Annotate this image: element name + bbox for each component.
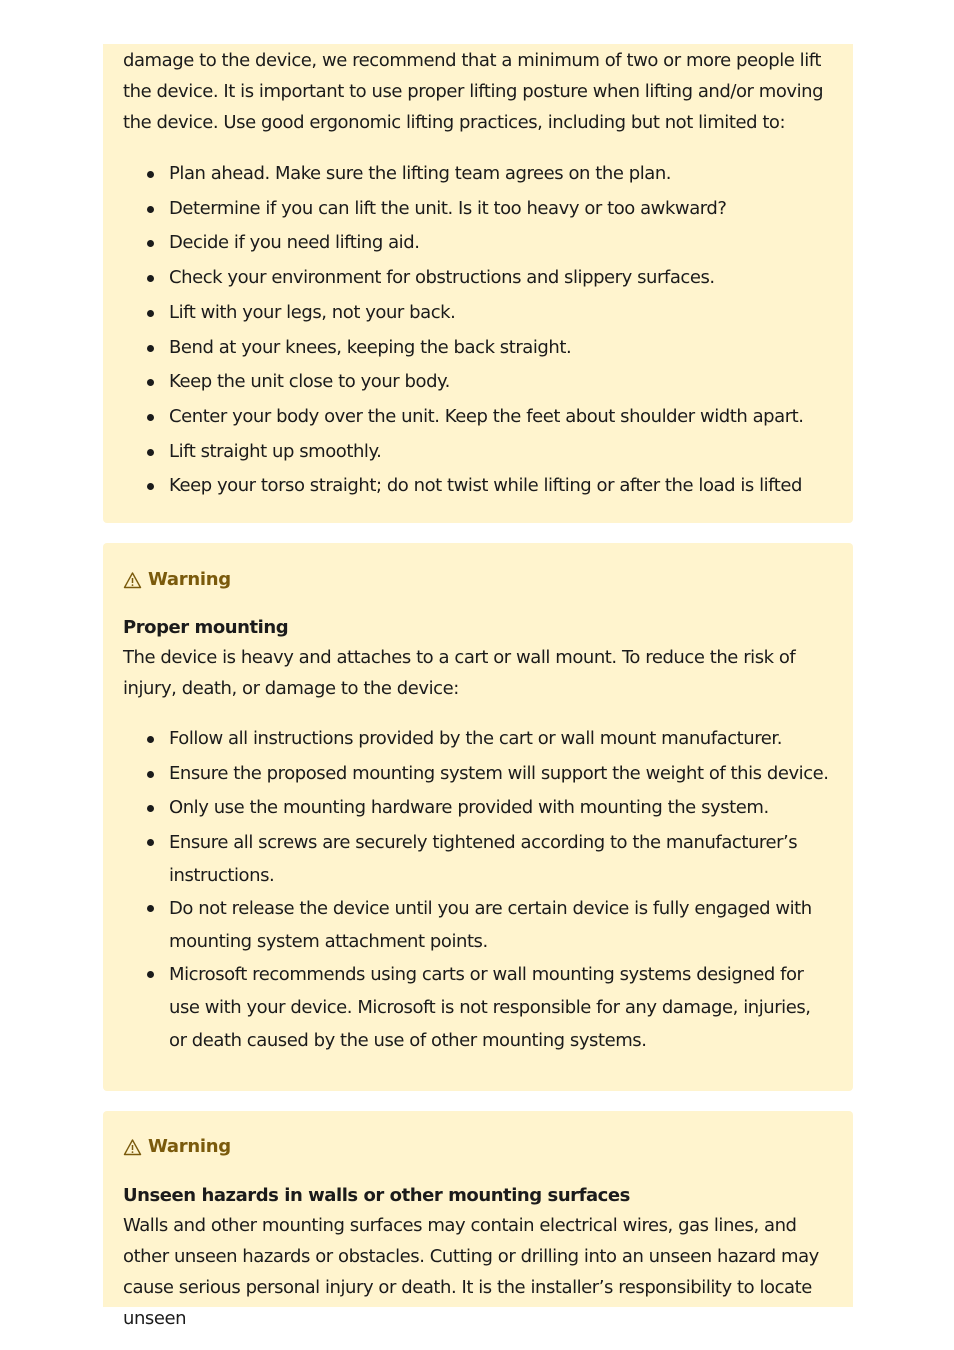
section-heading: Proper mounting xyxy=(123,617,289,638)
section-heading: Unseen hazards in walls or other mounting surfaces xyxy=(123,1185,630,1206)
list-item: Microsoft recommends using carts or wall mounting systems designed for use with your device. Microsoft is not responsible for any damage, injuries, or death caused by the use of other mounting systems. xyxy=(169,958,833,1057)
list-item: Do not release the device until you are certain device is fully engaged with mounting system attachment points. xyxy=(169,892,833,958)
mounting-warning-box xyxy=(103,543,853,1091)
list-item: Lift straight up smoothly. xyxy=(169,435,833,470)
warning-label xyxy=(123,1135,833,1159)
list-item: Plan ahead. Make sure the lifting team agrees on the plan. xyxy=(169,157,833,192)
mounting-intro: The device is heavy and attaches to a cart or wall mount. To reduce the risk of injury, death, or damage to the device: xyxy=(123,647,796,699)
warning-triangle-icon xyxy=(123,571,142,590)
lifting-alert-box xyxy=(103,44,853,523)
lifting-list xyxy=(123,157,833,504)
warning-triangle-icon xyxy=(123,1138,142,1157)
list-item: Check your environment for obstructions and slippery surfaces. xyxy=(169,261,833,296)
hazards-warning-box xyxy=(103,1111,853,1329)
lifting-intro: damage to the device, we recommend that a minimum of two or more people lift the device. It is important to use proper lifting posture when lifting and/or moving the device. Use good ergonomic lifting practices, including but not limited to: xyxy=(123,50,824,133)
list-item: Keep your torso straight; do not twist while lifting or after the load is lifted xyxy=(169,469,833,504)
list-item: Center your body over the unit. Keep the feet about shoulder width apart. xyxy=(169,400,833,435)
list-item: Ensure all screws are securely tightened according to the manufacturer’s instructions. xyxy=(169,826,833,892)
warning-label-text: Warning xyxy=(148,1136,231,1157)
list-item: Decide if you need lifting aid. xyxy=(169,226,833,261)
warning-label xyxy=(123,568,833,592)
list-item: Lift with your legs, not your back. xyxy=(169,296,833,331)
list-item: Keep the unit close to your body. xyxy=(169,365,833,400)
list-item: Ensure the proposed mounting system will support the weight of this device. xyxy=(169,757,833,792)
list-item: Bend at your knees, keeping the back straight. xyxy=(169,331,833,366)
mounting-list xyxy=(123,722,833,1057)
list-item: Follow all instructions provided by the cart or wall mount manufacturer. xyxy=(169,722,833,757)
list-item: Determine if you can lift the unit. Is it too heavy or too awkward? xyxy=(169,192,833,227)
hazards-intro: Walls and other mounting surfaces may contain electrical wires, gas lines, and other unseen hazards or obstacles. Cutting or drilling into an unseen hazard may cause serious personal injury or death. It is the installer’s responsibility to locate unseen xyxy=(123,1215,819,1329)
list-item: Only use the mounting hardware provided with mounting the system. xyxy=(169,791,833,826)
warning-label-text: Warning xyxy=(148,569,231,590)
